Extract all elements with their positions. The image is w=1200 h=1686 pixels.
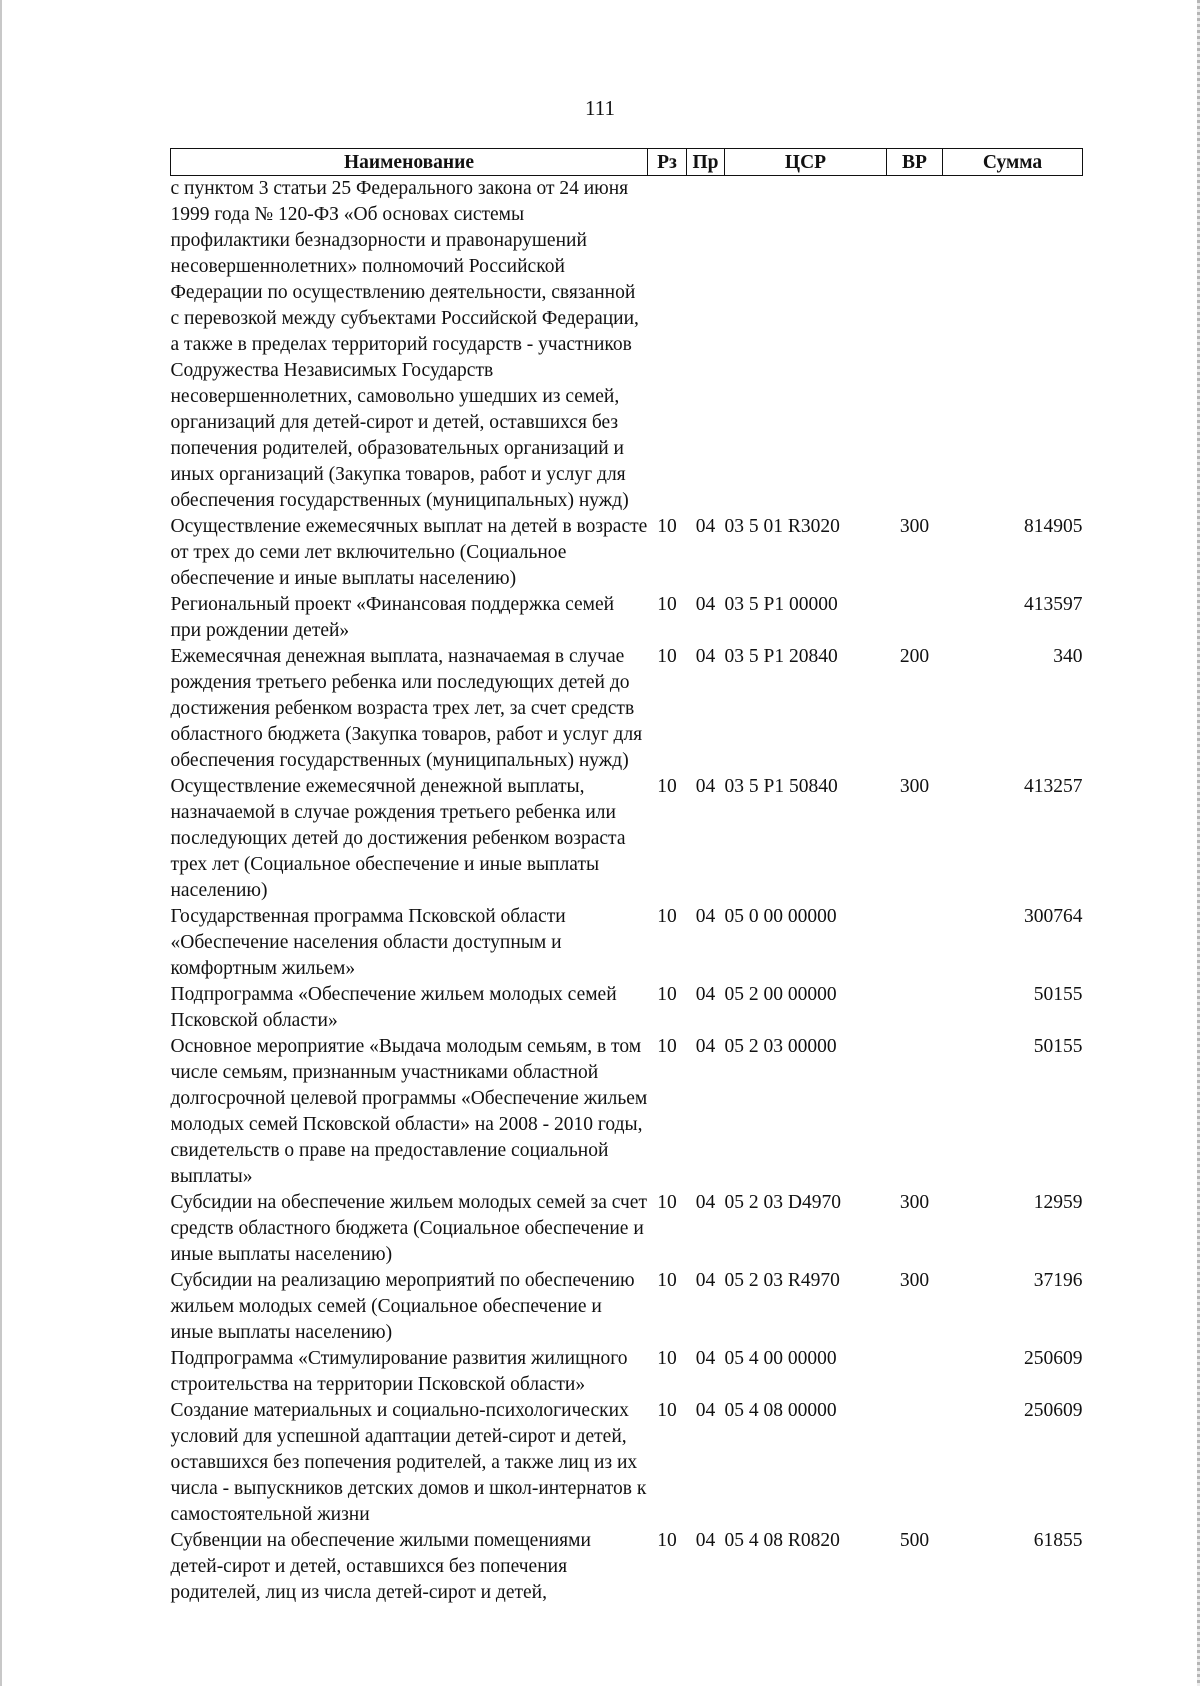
- header-rz: Рз: [648, 149, 687, 176]
- row-pr: 04: [695, 1348, 716, 1369]
- row-name: Создание материальных и социально-психологических условий для успешной адаптации детей-сирот и детей, оставшихся без попечения родителей, а также лиц из их числа - выпускников детских домов и школ-интернатов к самостоятельной жизни: [170, 1400, 647, 1525]
- row-vr: 200: [899, 646, 930, 667]
- row-sum: 37196: [1033, 1270, 1083, 1291]
- row-pr: 04: [695, 1192, 716, 1213]
- row-vr: [887, 1346, 943, 1398]
- table-row: [171, 592, 1083, 644]
- row-vr: 300: [899, 516, 930, 537]
- table-row: [171, 644, 1083, 774]
- row-pr: 04: [695, 594, 716, 615]
- row-vr: 500: [899, 1530, 930, 1551]
- header-name: Наименование: [171, 149, 648, 176]
- row-csr: 05 2 00 00000: [724, 984, 837, 1005]
- row-csr: 05 4 08 00000: [724, 1400, 837, 1421]
- row-sum: 413257: [1024, 776, 1083, 797]
- row-pr: 04: [695, 646, 716, 667]
- row-csr: 05 0 00 00000: [724, 906, 837, 927]
- row-pr: 04: [695, 906, 716, 927]
- row-csr: 03 5 01 R3020: [724, 516, 840, 537]
- row-csr: 05 4 08 R0820: [724, 1530, 840, 1551]
- row-name: Государственная программа Псковской области «Обеспечение населения области доступным и комфортным жильем»: [170, 906, 566, 979]
- row-csr: 03 5 P1 20840: [724, 646, 838, 667]
- row-pr: 04: [695, 1530, 716, 1551]
- row-name: Осуществление ежемесячной денежной выплаты, назначаемой в случае рождения третьего ребенка или последующих детей до достижения ребенком возраста трех лет (Социальное обеспечение и иные выплаты населению): [170, 776, 626, 901]
- row-csr: [725, 176, 887, 515]
- row-name: Подпрограмма «Стимулирование развития жилищного строительства на территории Псковской области»: [170, 1348, 628, 1395]
- row-sum: [943, 176, 1083, 515]
- scan-edge-left: [0, 0, 2, 1686]
- table-row: [171, 1190, 1083, 1268]
- row-sum: 61855: [1033, 1530, 1083, 1551]
- row-name: Ежемесячная денежная выплата, назначаемая в случае рождения третьего ребенка или последующих детей до достижения ребенком возраста трех лет, за счет средств областного бюджета (Закупка товаров, работ и услуг для обеспечения государственных (муниципальных) нужд): [170, 646, 643, 771]
- header-vr: ВР: [887, 149, 943, 176]
- row-name: Субсидии на обеспечение жильем молодых семей за счет средств областного бюджета (Социальное обеспечение и иные выплаты населению): [170, 1192, 647, 1265]
- row-name: Осуществление ежемесячных выплат на детей в возрасте от трех до семи лет включительно (Социальное обеспечение и иные выплаты населению): [170, 516, 648, 589]
- table-row: [171, 1528, 1083, 1606]
- header-sum: Сумма: [943, 149, 1083, 176]
- row-pr: 04: [695, 1400, 716, 1421]
- table-row: [171, 514, 1083, 592]
- row-sum: 340: [1053, 646, 1083, 667]
- row-rz: 10: [657, 1400, 677, 1421]
- row-rz: 10: [657, 646, 677, 667]
- row-pr: 04: [695, 516, 716, 537]
- row-pr: [687, 176, 725, 515]
- row-sum: 50155: [1033, 1036, 1083, 1057]
- row-rz: [648, 176, 687, 515]
- row-rz: 10: [657, 906, 677, 927]
- row-vr: [887, 592, 943, 644]
- row-name: Основное мероприятие «Выдача молодым семьям, в том числе семьям, признанным участниками областной долгосрочной целевой программы «Обеспечение жильем молодых семей Псковской области» на 2008 - 2010 годы, свидетельств о праве на предоставление социальной выплаты»: [170, 1036, 648, 1187]
- row-pr: 04: [695, 776, 716, 797]
- row-name: Субсидии на реализацию мероприятий по обеспечению жильем молодых семей (Социальное обеспечение и иные выплаты населению): [170, 1270, 635, 1343]
- table-header-row: [171, 149, 1083, 176]
- row-csr: 05 2 03 00000: [724, 1036, 837, 1057]
- table-row: [171, 904, 1083, 982]
- row-name: Подпрограмма «Обеспечение жильем молодых семей Псковской области»: [170, 984, 617, 1031]
- row-name: Субвенции на обеспечение жилыми помещениями детей-сирот и детей, оставшихся без попечения родителей, лиц из числа детей-сирот и детей,: [170, 1530, 591, 1603]
- row-vr: 300: [899, 1270, 930, 1291]
- row-vr: [887, 1034, 943, 1190]
- row-sum: 814905: [1024, 516, 1083, 537]
- row-sum: 413597: [1024, 594, 1083, 615]
- row-vr: [887, 1398, 943, 1528]
- page-number: 111: [585, 96, 615, 120]
- table-row: [171, 982, 1083, 1034]
- row-name: Региональный проект «Финансовая поддержка семей при рождении детей»: [170, 594, 615, 641]
- row-sum: 12959: [1033, 1192, 1083, 1213]
- table-row: [171, 1398, 1083, 1528]
- row-vr: [887, 982, 943, 1034]
- row-rz: 10: [657, 1270, 677, 1291]
- row-csr: 03 5 P1 00000: [724, 594, 838, 615]
- header-pr: Пр: [687, 149, 725, 176]
- row-pr: 04: [695, 984, 716, 1005]
- row-sum: 250609: [1024, 1348, 1083, 1369]
- row-rz: 10: [657, 1348, 677, 1369]
- row-csr: 05 2 03 D4970: [724, 1192, 841, 1213]
- row-pr: 04: [695, 1036, 716, 1057]
- table-row: [171, 1034, 1083, 1190]
- table-row: [171, 1346, 1083, 1398]
- row-csr: 05 2 03 R4970: [724, 1270, 840, 1291]
- row-rz: 10: [657, 1530, 677, 1551]
- header-csr: ЦСР: [725, 149, 887, 176]
- row-rz: 10: [657, 594, 677, 615]
- row-csr: 03 5 P1 50840: [724, 776, 838, 797]
- row-csr: 05 4 00 00000: [724, 1348, 837, 1369]
- row-vr: 300: [899, 776, 930, 797]
- row-pr: 04: [695, 1270, 716, 1291]
- row-vr: [887, 904, 943, 982]
- row-sum: 250609: [1024, 1400, 1083, 1421]
- row-vr: 300: [899, 1192, 930, 1213]
- row-rz: 10: [657, 984, 677, 1005]
- table-row: [171, 774, 1083, 904]
- row-sum: 300764: [1024, 906, 1083, 927]
- budget-table: [170, 148, 1083, 1606]
- row-rz: 10: [657, 776, 677, 797]
- row-vr: [887, 176, 943, 515]
- row-rz: 10: [657, 516, 677, 537]
- table-row: [171, 176, 1083, 515]
- row-sum: 50155: [1033, 984, 1083, 1005]
- table-row: [171, 1268, 1083, 1346]
- row-name: с пунктом 3 статьи 25 Федерального закона от 24 июня 1999 года № 120-ФЗ «Об основах системы профилактики безнадзорности и правонарушений несовершеннолетних» полномочий Российской Федерации по осуществлению деятельности, связанной с перевозкой между субъектами Российской Федерации, а также в пределах территорий государств - участников Содружества Независимых Государств несовершеннолетних, самовольно ушедших из семей, организаций для детей-сирот и детей, оставшихся без попечения родителей, образовательных организаций и иных организаций (Закупка товаров, работ и услуг для обеспечения государственных (муниципальных) нужд): [170, 178, 639, 511]
- row-rz: 10: [657, 1036, 677, 1057]
- row-rz: 10: [657, 1192, 677, 1213]
